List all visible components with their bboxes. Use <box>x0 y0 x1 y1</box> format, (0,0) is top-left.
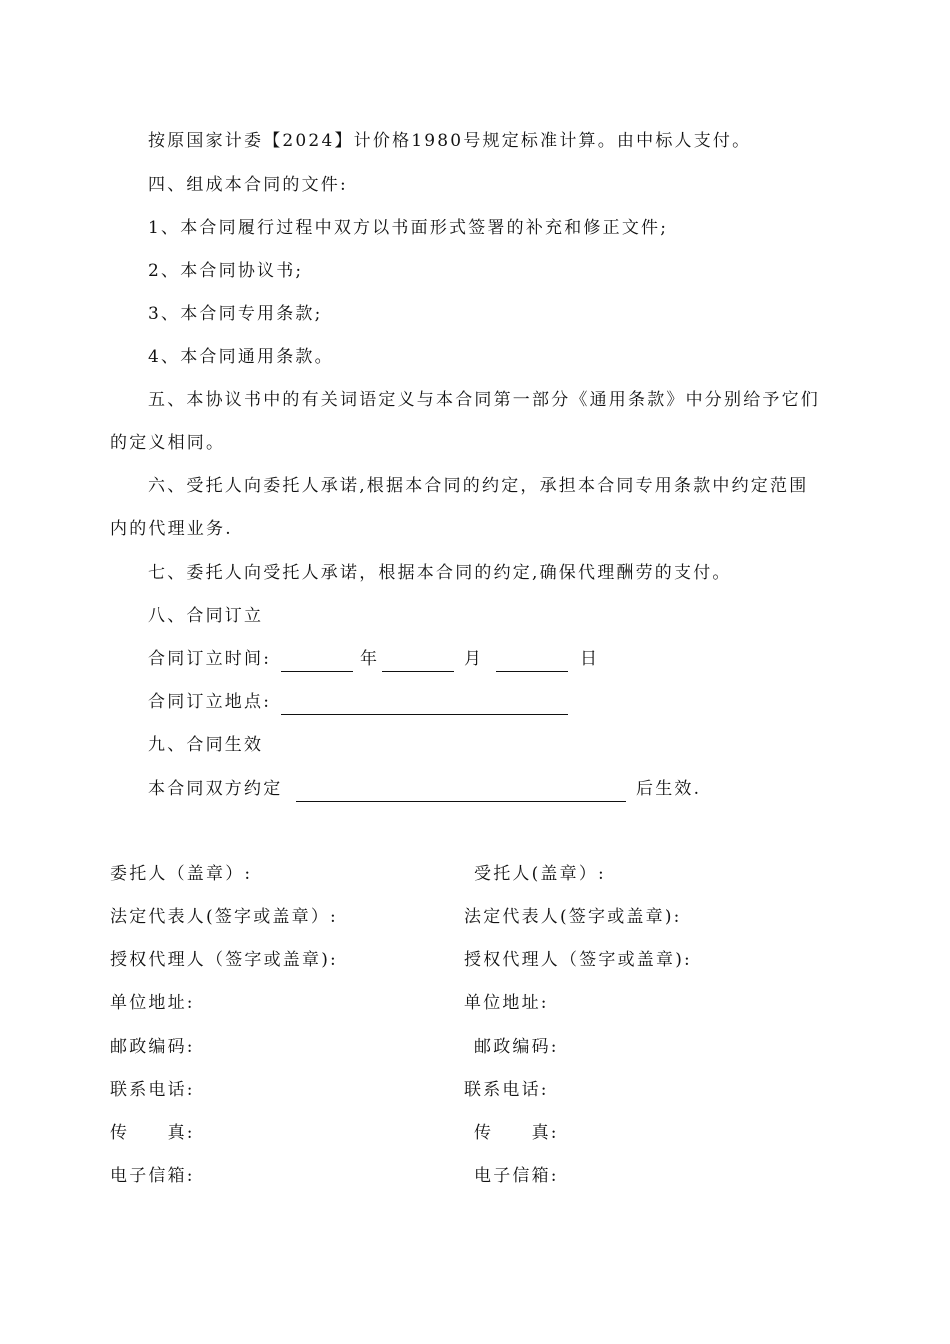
signing-time-label: 合同订立时间: <box>148 649 272 669</box>
principal-phone-label: 联系电话: <box>110 1080 195 1100</box>
signing-month-blank <box>382 671 454 672</box>
effect-condition-blank <box>296 801 626 802</box>
year-label: 年 <box>360 649 380 669</box>
paragraph-principal-promise: 七、委托人向受托人承诺，根据本合同的约定,确保代理酬劳的支付。 <box>148 563 732 583</box>
trustee-legal-rep-label: 法定代表人(签字或盖章): <box>464 907 682 927</box>
paragraph-definitions-line2: 的定义相同。 <box>110 433 226 453</box>
list-item-doc-3: 3、本合同专用条款; <box>148 304 323 324</box>
list-item-doc-4: 4、本合同通用条款。 <box>148 347 334 367</box>
trustee-agent-label: 授权代理人（签字或盖章): <box>464 950 692 970</box>
principal-address-label: 单位地址: <box>110 993 195 1013</box>
principal-email-label: 电子信箱: <box>110 1166 195 1186</box>
principal-legal-rep-label: 法定代表人(签字或盖章）: <box>110 907 338 927</box>
section-heading-contract-signing: 八、合同订立 <box>148 606 264 626</box>
trustee-fax-label: 传 真: <box>474 1123 559 1143</box>
list-item-doc-2: 2、本合同协议书; <box>148 261 304 281</box>
trustee-address-label: 单位地址: <box>464 993 549 1013</box>
effect-condition-prefix: 本合同双方约定 <box>148 779 283 799</box>
effect-condition-suffix: 后生效. <box>636 779 702 799</box>
trustee-email-label: 电子信箱: <box>474 1166 559 1186</box>
month-label: 月 <box>464 649 484 669</box>
trustee-seal-label: 受托人(盖章）: <box>474 864 606 884</box>
paragraph-trustee-promise-line2: 内的代理业务. <box>110 519 233 539</box>
section-heading-effectiveness: 九、合同生效 <box>148 735 264 755</box>
principal-postcode-label: 邮政编码: <box>110 1037 195 1057</box>
trustee-phone-label: 联系电话: <box>464 1080 549 1100</box>
signing-day-blank <box>496 671 568 672</box>
principal-fax-label: 传 真: <box>110 1123 195 1143</box>
principal-seal-label: 委托人（盖章）: <box>110 864 253 884</box>
trustee-postcode-label: 邮政编码: <box>474 1037 559 1057</box>
signing-year-blank <box>281 671 353 672</box>
signing-place-blank <box>281 714 568 715</box>
paragraph-fee-basis: 按原国家计委【2024】计价格1980号规定标准计算。由中标人支付。 <box>148 131 752 151</box>
section-heading-documents: 四、组成本合同的文件: <box>148 175 348 195</box>
day-label: 日 <box>580 649 600 669</box>
list-item-doc-1: 1、本合同履行过程中双方以书面形式签署的补充和修正文件; <box>148 218 669 238</box>
paragraph-definitions-line1: 五、本协议书中的有关词语定义与本合同第一部分《通用条款》中分别给予它们 <box>148 390 820 410</box>
paragraph-trustee-promise-line1: 六、受托人向委托人承诺,根据本合同的约定，承担本合同专用条款中约定范围 <box>148 476 809 496</box>
principal-agent-label: 授权代理人（签字或盖章): <box>110 950 338 970</box>
signing-place-label: 合同订立地点: <box>148 692 272 712</box>
